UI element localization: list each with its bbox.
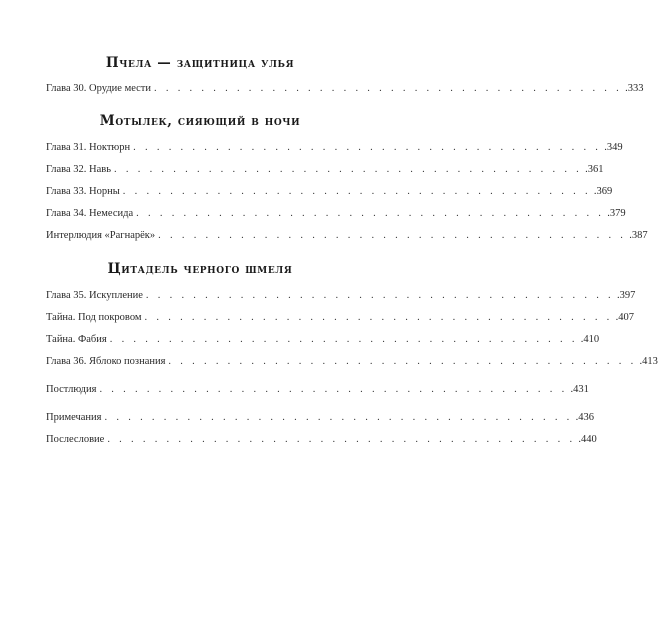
entry-page-number: .387 xyxy=(629,230,648,241)
entry-label: Интерлюдия «Рагнарёк» xyxy=(46,230,156,241)
entry-label: Глава 30. Орудие мести xyxy=(46,83,151,94)
entry-page-number: .397 xyxy=(616,290,636,301)
entry-page-number: .407 xyxy=(615,312,634,323)
entry-page-number: .440 xyxy=(578,434,597,445)
toc-entry xyxy=(46,311,634,325)
dot-leader: . . . . . . . . . . . . . . . . . . . . . . . . . . . . . . . . . . . . . . . . xyxy=(133,142,602,153)
toc-entry xyxy=(46,383,589,397)
dot-leader: . . . . . . . . . . . . . . . . . . . . . . . . . . . . . . . . . . . . . . . . xyxy=(136,208,605,219)
dot-leader: . . . . . . . . . . . . . . . . . . . . . . . . . . . . . . . . . . . . . . . . xyxy=(168,356,637,367)
toc-entry xyxy=(46,433,597,447)
entry-label: Примечания xyxy=(46,412,102,423)
entry-label: Тайна. Под покровом xyxy=(46,312,142,323)
entry-label: Глава 36. Яблоко познания xyxy=(46,356,166,367)
entry-page-number: .410 xyxy=(580,334,600,345)
dot-leader: . . . . . . . . . . . . . . . . . . . . . . . . . . . . . . . . . . . . . . . . xyxy=(154,83,623,94)
section-title-bee: Пчела — защитница улья xyxy=(105,55,295,71)
entry-label: Глава 34. Немесида xyxy=(46,208,134,219)
toc-entry xyxy=(46,333,600,347)
dot-leader: . . . . . . . . . . . . . . . . . . . . . . . . . . . . . . . . . . . . . . . . xyxy=(122,186,591,197)
dot-leader: . . . . . . . . . . . . . . . . . . . . . . . . . . . . . . . . . . . . . . . . xyxy=(107,434,576,445)
toc-entry xyxy=(46,229,648,243)
toc-entry xyxy=(46,141,623,155)
toc-entry xyxy=(46,355,658,369)
toc-entry xyxy=(46,185,613,199)
toc-entry xyxy=(46,207,626,221)
section-title-moth: Мотылек, сияющий в ночи xyxy=(99,113,301,129)
entry-label: Глава 33. Норны xyxy=(46,186,120,197)
dot-leader: . . . . . . . . . . . . . . . . . . . . . . . . . . . . . . . . . . . . . . . . xyxy=(109,334,578,345)
entry-label: Постлюдия xyxy=(46,384,97,395)
dot-leader: . . . . . . . . . . . . . . . . . . . . . . . . . . . . . . . . . . . . . . . . xyxy=(104,412,573,423)
dot-leader: . . . . . . . . . . . . . . . . . . . . . . . . . . . . . . . . . . . . . . . . xyxy=(145,290,614,301)
dot-leader: . . . . . . . . . . . . . . . . . . . . . . . . . . . . . . . . . . . . . . . . xyxy=(144,312,613,323)
entry-label: Тайна. Фабия xyxy=(46,334,107,345)
toc-entry xyxy=(46,82,644,96)
entry-label: Глава 31. Ноктюрн xyxy=(46,142,131,153)
entry-label: Глава 35. Искупление xyxy=(46,290,143,301)
entry-label: Послесловие xyxy=(46,434,105,445)
dot-leader: . . . . . . . . . . . . . . . . . . . . . . . . . . . . . . . . . . . . . . . . xyxy=(158,230,627,241)
entry-page-number: .436 xyxy=(575,412,594,423)
toc-entry xyxy=(46,289,636,303)
entry-page-number: .431 xyxy=(570,384,589,395)
entry-page-number: .361 xyxy=(585,164,604,175)
entry-page-number: .333 xyxy=(625,83,644,94)
entry-label: Глава 32. Навь xyxy=(46,164,112,175)
dot-leader: . . . . . . . . . . . . . . . . . . . . . . . . . . . . . . . . . . . . . . . . xyxy=(99,384,568,395)
toc-entry xyxy=(46,411,594,425)
entry-page-number: .369 xyxy=(593,186,613,197)
toc-entry xyxy=(46,163,604,177)
dot-leader: . . . . . . . . . . . . . . . . . . . . . . . . . . . . . . . . . . . . . . . . xyxy=(114,164,583,175)
entry-page-number: .413 xyxy=(639,356,658,367)
entry-page-number: .349 xyxy=(604,142,623,153)
section-title-bumblebee: Цитадель черного шмеля xyxy=(107,261,293,277)
entry-page-number: .379 xyxy=(607,208,626,219)
